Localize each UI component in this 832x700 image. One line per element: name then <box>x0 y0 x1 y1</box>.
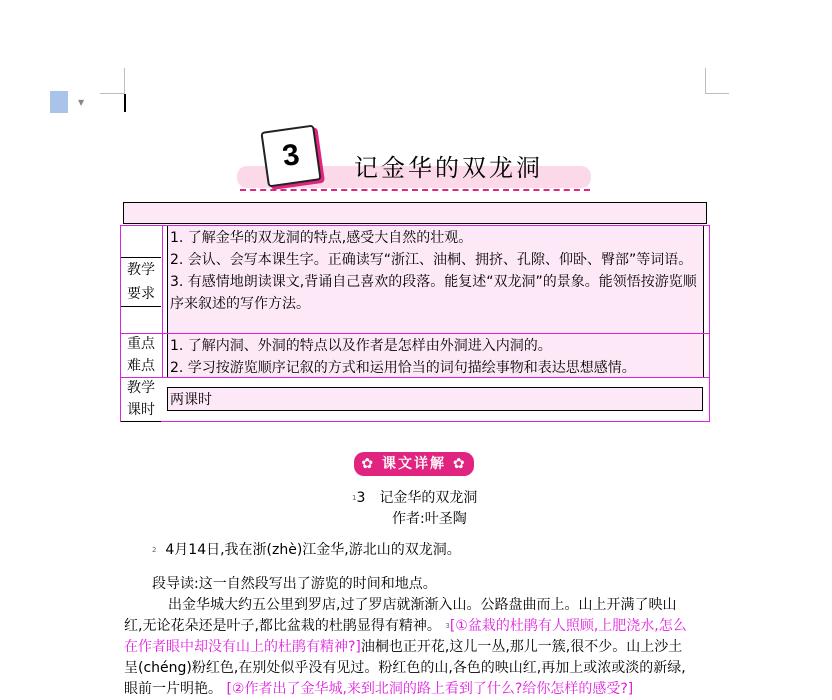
list-item: 2. 学习按游览顺序记叙的方式和运用恰当的词句描绘事物和表达思想感情。 <box>170 360 636 376</box>
list-item: 1. 了解内洞、外洞的特点以及作者是怎样由外洞进入内洞的。 <box>170 338 552 354</box>
crop-mark <box>100 93 124 94</box>
crop-mark <box>705 93 729 94</box>
row-label: 重点难点 <box>127 336 155 374</box>
lesson-title: 记金华的双龙洞 <box>354 154 543 182</box>
section-badge: ✿ 课文详解 ✿ <box>354 452 474 476</box>
table-cell-requirements <box>167 226 704 333</box>
paragraph: 4月14日,我在浙(zhè)江金华,游北山的双龙洞。 <box>165 542 461 558</box>
question: [②作者出了金华城,来到北洞的路上看到了什么?给你怎样的感受?] <box>226 681 634 697</box>
table-header-row <box>123 202 707 224</box>
question: [①盆栽的杜鹃有人照顾,上肥浇水,怎么 <box>449 618 687 634</box>
paragraph: 油桐也正开花,这儿一丛,那儿一簇,很不少。山上沙土 <box>360 639 683 655</box>
list-item: 1. 了解金华的双龙洞的特点,感受大自然的壮观。 <box>170 230 473 246</box>
title-divider <box>240 189 590 191</box>
table-cell-key-points <box>167 334 704 377</box>
paragraph: 出金华城大约五公里到罗店,过了罗店就渐渐入山。公路盘曲而上。山上开满了映山 <box>168 597 677 613</box>
paragraph: 呈(chéng)粉红色,在别处似乎没有见过。粉红色的山,各色的映山红,再加上或浓或淡的新绿, <box>124 660 686 676</box>
text-heading: 3 记金华的双龙洞 <box>356 490 478 506</box>
text-cursor <box>124 94 126 112</box>
paragraph: 眼前一片明艳。 <box>124 681 222 697</box>
row-label: 教学课时 <box>121 377 161 422</box>
crop-mark <box>124 68 125 94</box>
paste-options-icon[interactable] <box>50 91 68 113</box>
crop-mark <box>705 68 706 94</box>
calendar-icon: 3 <box>260 125 321 188</box>
author: 作者:叶圣陶 <box>392 511 467 527</box>
list-item: 3. 有感情地朗读课文,背诵自己喜欢的段落。能复述“双龙洞”的景象。能领悟按游览顺序来叙述的写作方法。 <box>170 274 697 312</box>
list-item: 2. 会认、会写本课生字。正确读写“浙江、油桐、拥挤、孔隙、仰卧、臀部”等词语。 <box>170 252 693 268</box>
table-cell-hours: 两课时 <box>167 387 703 411</box>
paragraph: 红,无论花朵还是叶子,都比盆栽的杜鹃显得有精神。 <box>124 618 441 634</box>
chevron-down-icon[interactable]: ▼ <box>78 98 85 107</box>
question: 在作者眼中却没有山上的杜鹃有精神?] <box>124 639 361 655</box>
guide-text: 段导读:这一自然段写出了游览的时间和地点。 <box>152 576 437 592</box>
row-label: 教学要求 <box>121 257 161 307</box>
